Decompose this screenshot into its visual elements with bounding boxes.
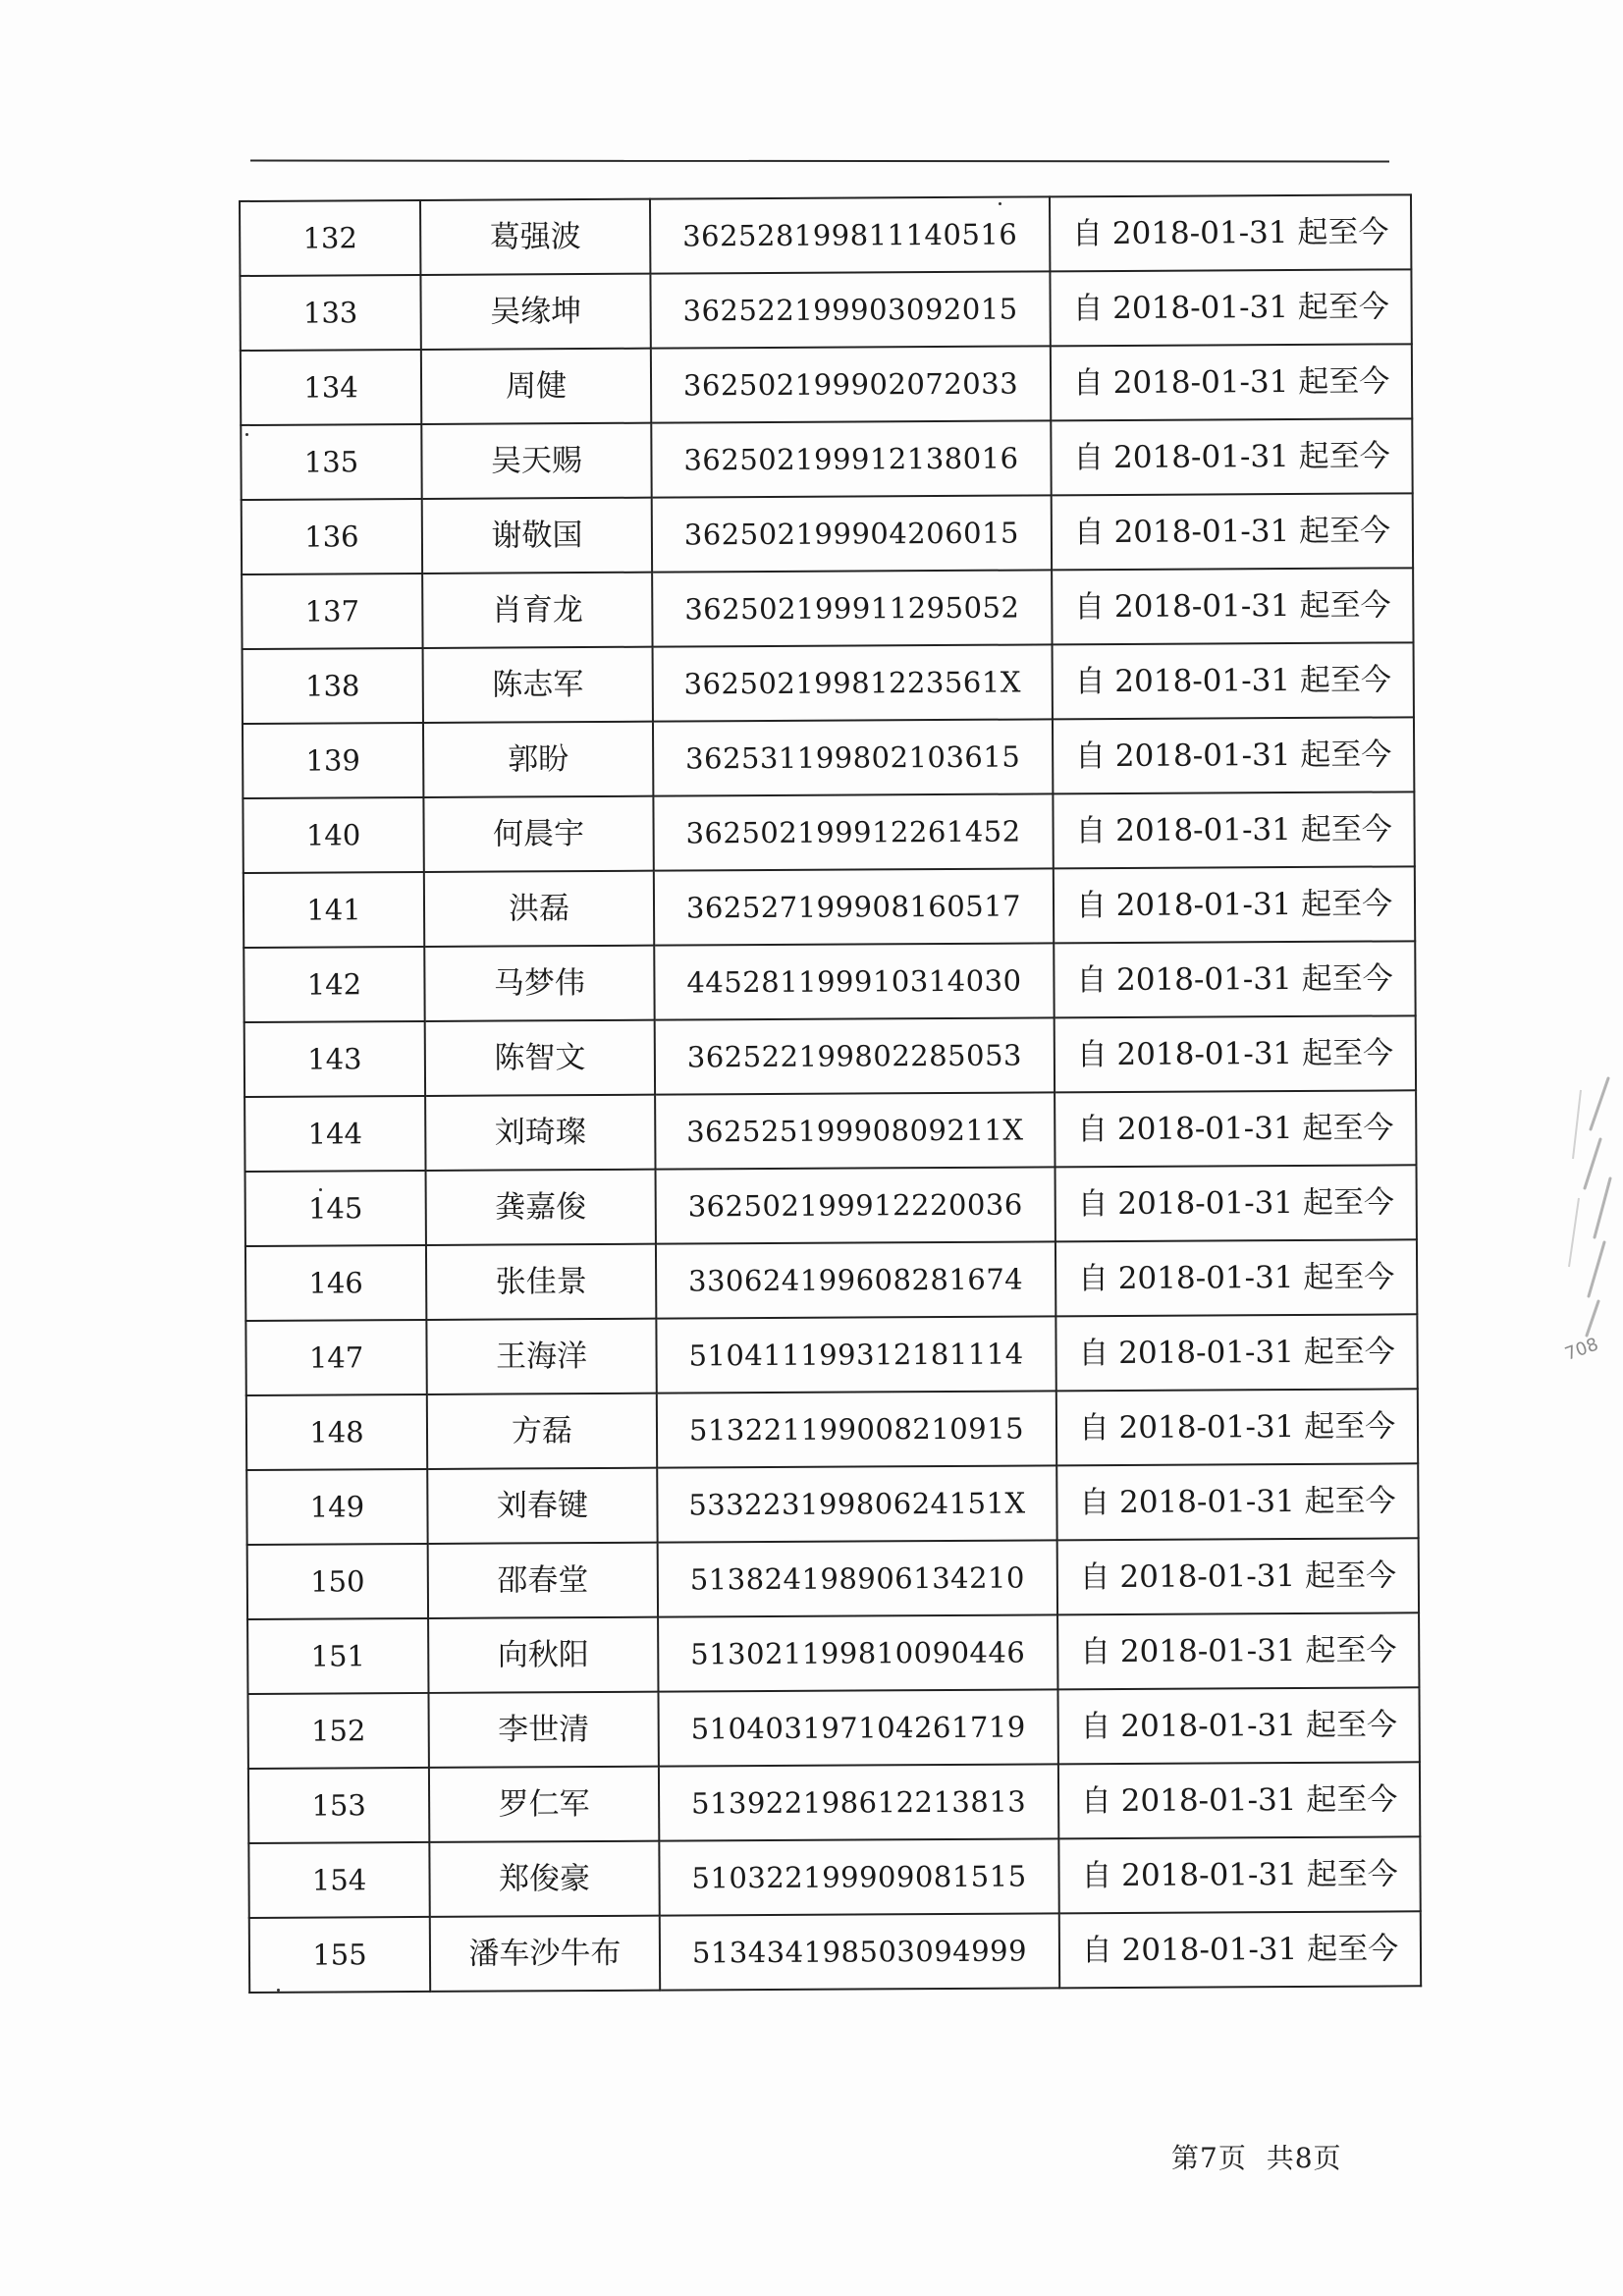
id-number-cell: 362528199811140516 (650, 196, 1050, 273)
table-row (241, 344, 1412, 425)
name-cell: 邵春堂 (428, 1543, 658, 1618)
name-cell: 何晨宇 (423, 796, 653, 872)
name-cell: 吴缘坤 (420, 274, 650, 350)
row-number-cell: 135 (241, 424, 421, 500)
row-number-cell: 153 (248, 1768, 429, 1843)
period-cell: 自 2018-01-31 起至今 (1050, 194, 1411, 271)
table-row (249, 1911, 1421, 1993)
row-number-cell: 140 (243, 797, 423, 873)
row-number-cell: 151 (247, 1618, 428, 1694)
table-row (247, 1687, 1419, 1769)
period-cell: 自 2018-01-31 起至今 (1050, 269, 1411, 346)
name-cell: 刘琦璨 (425, 1095, 655, 1171)
period-cell: 自 2018-01-31 起至今 (1054, 866, 1415, 943)
period-cell: 自 2018-01-31 起至今 (1055, 1090, 1416, 1167)
period-cell: 自 2018-01-31 起至今 (1053, 642, 1414, 719)
seal-stamp-number: 708 (1562, 1334, 1601, 1365)
table-row (242, 568, 1413, 649)
period-cell: 自 2018-01-31 起至今 (1058, 1762, 1420, 1838)
id-number-cell: 362502199912138016 (651, 420, 1051, 497)
name-cell: 谢敬国 (422, 498, 652, 574)
period-cell: 自 2018-01-31 起至今 (1057, 1538, 1419, 1614)
table-row (243, 941, 1415, 1022)
period-cell: 自 2018-01-31 起至今 (1055, 1015, 1416, 1092)
name-cell: 郭盼 (423, 722, 653, 797)
page-footer (1171, 2137, 1352, 2176)
id-number-cell: 510403197104261719 (658, 1689, 1057, 1766)
period-cell: 自 2018-01-31 起至今 (1056, 1389, 1418, 1465)
row-number-cell: 142 (243, 947, 424, 1022)
roster-table-container (239, 193, 1412, 1994)
row-number-cell: 134 (241, 350, 421, 425)
name-cell: 吴天赐 (421, 423, 651, 499)
name-cell: 周健 (421, 349, 651, 424)
table-row (243, 792, 1414, 873)
name-cell: 洪磊 (424, 871, 654, 947)
name-cell: 方磊 (427, 1394, 657, 1469)
table-row (245, 1314, 1417, 1395)
name-cell: 张佳景 (426, 1244, 656, 1320)
table-row (243, 866, 1415, 948)
scan-speck (277, 1989, 280, 1992)
name-cell: 龚嘉俊 (426, 1170, 656, 1245)
period-cell: 自 2018-01-31 起至今 (1052, 568, 1413, 644)
row-number-cell: 141 (243, 872, 424, 948)
id-number-cell: 362502199902072033 (651, 346, 1051, 422)
id-number-cell: 330624199608281674 (656, 1241, 1055, 1318)
period-cell: 自 2018-01-31 起至今 (1054, 941, 1415, 1017)
table-row (248, 1762, 1420, 1843)
id-number-cell: 36252519990809211X (655, 1092, 1055, 1169)
period-cell: 自 2018-01-31 起至今 (1051, 418, 1412, 495)
period-cell: 自 2018-01-31 起至今 (1053, 792, 1414, 868)
id-number-cell: 362502199912220036 (656, 1167, 1055, 1243)
page-number-total: 共8页 (1266, 2142, 1342, 2174)
scan-speck (319, 1188, 322, 1191)
seal-stamp-fragment (1561, 1070, 1615, 1365)
table-row (245, 1239, 1417, 1321)
header-rule (250, 159, 1389, 162)
table-row (242, 493, 1413, 574)
row-number-cell: 137 (242, 574, 422, 649)
name-cell: 陈志军 (423, 647, 653, 723)
row-number-cell: 155 (249, 1917, 430, 1993)
period-cell: 自 2018-01-31 起至今 (1055, 1314, 1417, 1391)
name-cell: 王海洋 (426, 1319, 656, 1394)
row-number-cell: 136 (242, 499, 422, 574)
row-number-cell: 139 (243, 723, 423, 798)
period-cell: 自 2018-01-31 起至今 (1057, 1613, 1419, 1689)
period-cell: 自 2018-01-31 起至今 (1052, 493, 1413, 570)
roster-table-body (240, 194, 1421, 1993)
table-row (246, 1463, 1418, 1545)
table-row (245, 1165, 1417, 1246)
page-number-current: 第7页 (1171, 2142, 1247, 2174)
row-number-cell: 149 (246, 1469, 427, 1545)
table-row (248, 1836, 1420, 1918)
table-row (247, 1613, 1419, 1694)
name-cell: 葛强波 (420, 199, 650, 275)
row-number-cell: 154 (248, 1842, 429, 1918)
row-number-cell: 145 (245, 1171, 426, 1246)
table-row (244, 1090, 1416, 1172)
id-number-cell: 362502199911295052 (652, 570, 1052, 646)
row-number-cell: 152 (247, 1693, 428, 1769)
id-number-cell: 513021199810090446 (658, 1614, 1057, 1691)
period-cell: 自 2018-01-31 起至今 (1058, 1836, 1420, 1913)
row-number-cell: 133 (240, 275, 420, 351)
id-number-cell: 513824198906134210 (658, 1540, 1057, 1616)
period-cell: 自 2018-01-31 起至今 (1053, 717, 1414, 793)
name-cell: 郑俊豪 (429, 1841, 659, 1917)
id-number-cell: 510322199909081515 (659, 1838, 1058, 1915)
id-number-cell: 513434198503094999 (660, 1913, 1059, 1990)
period-cell: 自 2018-01-31 起至今 (1055, 1239, 1417, 1316)
id-number-cell: 362502199912261452 (653, 793, 1053, 870)
id-number-cell: 445281199910314030 (654, 943, 1054, 1019)
name-cell: 刘春键 (427, 1468, 657, 1544)
scan-speck (245, 433, 248, 436)
table-row (240, 269, 1411, 351)
name-cell: 李世清 (428, 1692, 658, 1768)
row-number-cell: 148 (246, 1394, 427, 1470)
roster-table (239, 193, 1422, 1994)
table-row (243, 717, 1414, 798)
id-number-cell: 362502199904206015 (652, 495, 1052, 572)
id-number-cell: 362522199802285053 (655, 1017, 1055, 1094)
id-number-cell: 513221199008210915 (657, 1391, 1056, 1467)
row-number-cell: 147 (245, 1320, 426, 1395)
table-row (243, 642, 1414, 724)
period-cell: 自 2018-01-31 起至今 (1059, 1911, 1421, 1988)
id-number-cell: 362531199802103615 (653, 719, 1053, 795)
period-cell: 自 2018-01-31 起至今 (1056, 1463, 1418, 1540)
id-number-cell: 36250219981223561X (653, 644, 1053, 721)
name-cell: 潘车沙牛布 (430, 1916, 660, 1992)
table-row (241, 418, 1412, 500)
name-cell: 陈智文 (425, 1020, 655, 1096)
table-row (240, 194, 1411, 276)
row-number-cell: 150 (247, 1544, 428, 1619)
scan-speck (999, 202, 1001, 205)
id-number-cell: 510411199312181114 (656, 1316, 1055, 1393)
row-number-cell: 138 (243, 648, 423, 724)
table-row (247, 1538, 1419, 1619)
row-number-cell: 143 (244, 1021, 425, 1097)
period-cell: 自 2018-01-31 起至今 (1055, 1165, 1417, 1241)
id-number-cell: 362522199903092015 (650, 271, 1050, 348)
period-cell: 自 2018-01-31 起至今 (1051, 344, 1412, 420)
period-cell: 自 2018-01-31 起至今 (1057, 1687, 1419, 1764)
row-number-cell: 132 (240, 200, 420, 276)
row-number-cell: 144 (244, 1096, 425, 1172)
id-number-cell: 513922198612213813 (659, 1764, 1058, 1840)
name-cell: 肖育龙 (422, 573, 652, 648)
name-cell: 马梦伟 (424, 946, 654, 1021)
row-number-cell: 146 (245, 1245, 426, 1321)
id-number-cell: 362527199908160517 (654, 868, 1054, 945)
table-row (244, 1015, 1416, 1097)
name-cell: 罗仁军 (429, 1767, 659, 1842)
id-number-cell: 53322319980624151X (657, 1465, 1056, 1542)
table-row (246, 1389, 1418, 1470)
name-cell: 向秋阳 (428, 1617, 658, 1693)
